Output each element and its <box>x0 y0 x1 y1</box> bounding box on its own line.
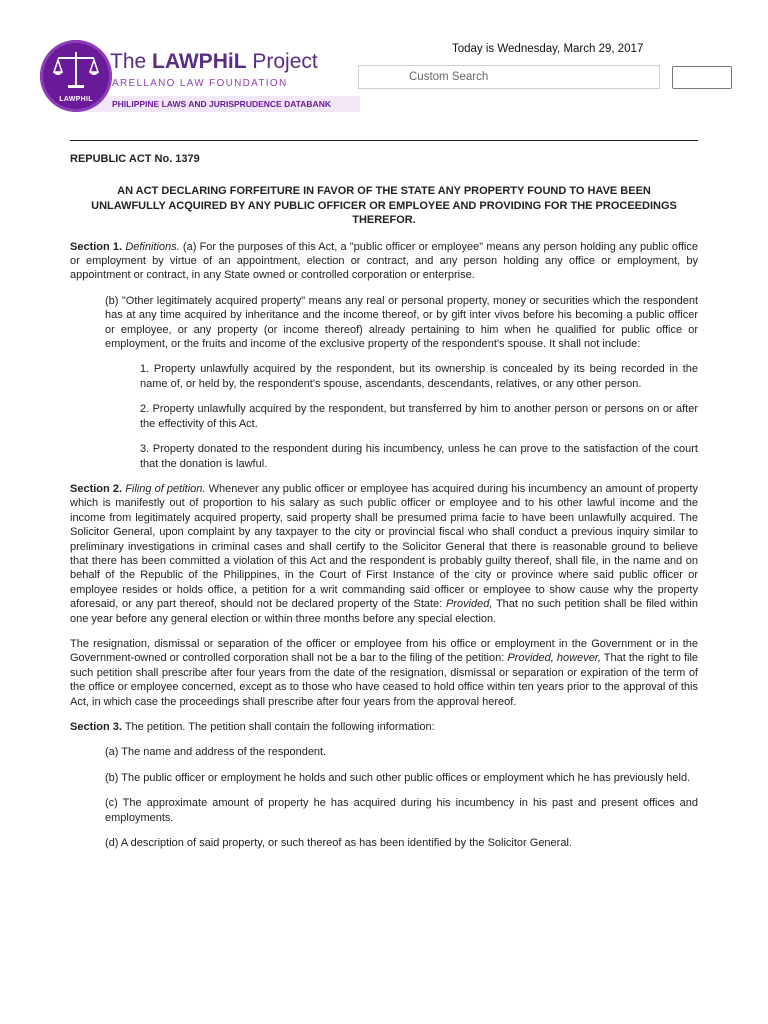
custom-search-input[interactable]: Custom Search <box>358 65 660 89</box>
section-heading: Definitions. <box>125 240 180 253</box>
exclusion-item-3: 3. Property donated to the respondent during his incumbency, unless he can prove to the satisfaction of the court that the donation is lawful. <box>140 443 698 470</box>
logo-title: The LAWPHiL Project <box>110 50 318 73</box>
section-label: Section 3. <box>70 721 122 733</box>
petition-item-b: (b) The public officer or employment he holds and such other public offices or employment which he has previously held. <box>105 771 691 784</box>
exclusion-item-1: 1. Property unlawfully acquired by the respondent, but its ownership is concealed by its being recorded in the name of, or held by, the respondent's spouse, ascendants, descendants, relatives, or any other person. <box>140 363 698 390</box>
petition-item-d: (d) A description of said property, or such thereof as has been identified by the Solicitor General. <box>105 837 572 850</box>
document-body <box>70 152 698 861</box>
section-1-b: (b) "Other legitimately acquired property" means any real or personal property, money or securities which the respondent has at any time acquired by inheritance and the income thereof, or by gift inter vivos before his becoming a public officer or employee, or any property (or income thereof) already pertaining to him when he qualified for public office or employment, or the fruits and income of the exclusive property of the respondent's spouse. It shall not include: <box>105 294 698 351</box>
act-title: AN ACT DECLARING FORFEITURE IN FAVOR OF THE STATE ANY PROPERTY FOUND TO HAVE BEEN UNLAWFULLY ACQUIRED BY ANY PUBLIC OFFICER OR EMPLOYEE AND PROVIDING FOR THE PROCEEDINGS THEREFOR. <box>91 185 677 227</box>
section-1-a: Section 1. Definitions. (a) For the purposes of this Act, a "public officer or employee" means any person holding any public office or employment by virtue of an appointment, election or contract, and any person holding any office or employment, by appointment or contract, in any State owned or controlled corporation or enterprise. <box>70 240 698 282</box>
section-3-intro: Section 3. The petition. The petition shall contain the following information: <box>70 721 435 733</box>
act-number: REPUBLIC ACT No. 1379 <box>70 153 200 165</box>
logo-emblem <box>40 40 112 112</box>
exclusion-item-2: 2. Property unlawfully acquired by the respondent, but transferred by him to another person or persons on or after the effectivity of this Act. <box>140 403 698 430</box>
logo-foundation-name: ARELLANO LAW FOUNDATION <box>112 78 288 89</box>
logo-databank-banner: PHILIPPINE LAWS AND JURISPRUDENCE DATABANK <box>80 96 360 112</box>
lawphil-logo[interactable] <box>40 40 360 114</box>
petition-item-a: (a) The name and address of the respondent. <box>105 746 327 759</box>
scales-of-justice-icon <box>50 48 102 92</box>
petition-item-c: (c) The approximate amount of property he has acquired during his incumbency in his past and present offices and employments. <box>105 797 698 824</box>
header-divider <box>70 140 698 141</box>
section-2-para-2: The resignation, dismissal or separation of the officer or employee from his office or employment in the Government or in the Government-owned or controlled corporation shall not be a bar to the filing of the petition: Provided, however, That the right to file such petition shall prescribe after four years from the date of the resignation, dismissal or separation or expiration of the term of the office or employee concerned, except as to those who have ceased to hold office within ten years prior to the approval of this Act, in which case the proceedings shall prescribe after four years from the approval hereof. <box>70 637 699 708</box>
section-2-para-1: Section 2. Filing of petition. Whenever any public officer or employee has acquired during his incumbency an amount of property which is manifestly out of proportion to his salary as such public officer or employee and to his other lawful income and the income from legitimately acquired property, said property shall be presumed prima facie to have been unlawfully acquired. The Solicitor General, upon complaint by any taxpayer to the city or provincial fiscal who shall conduct a previous inquiry similar to preliminary investigations in criminal cases and shall certify to the Solicitor General that there is reasonable ground to believe that there has been committed a violation of this Act and the respondent is probably guilty thereof, shall file, in the name and on behalf of the Republic of the Philippines, in the Court of First Instance of the city or province where said public officer or employee resides or holds office, a petition for a writ commanding said officer or employee to show cause why the property aforesaid, or any part thereof, should not be declared property of the State: Provided, That no such petition shall be filed within one year before any general election or within three months before any special election. <box>70 482 699 625</box>
section-label: Section 2. <box>70 482 123 495</box>
current-date: Today is Wednesday, March 29, 2017 <box>452 43 644 55</box>
section-label: Section 1. <box>70 240 123 253</box>
section-heading: Filing of petition. <box>125 482 206 495</box>
logo-emblem-text: LAWPHIL <box>59 96 93 103</box>
search-button[interactable] <box>672 66 732 89</box>
site-header <box>0 0 768 130</box>
